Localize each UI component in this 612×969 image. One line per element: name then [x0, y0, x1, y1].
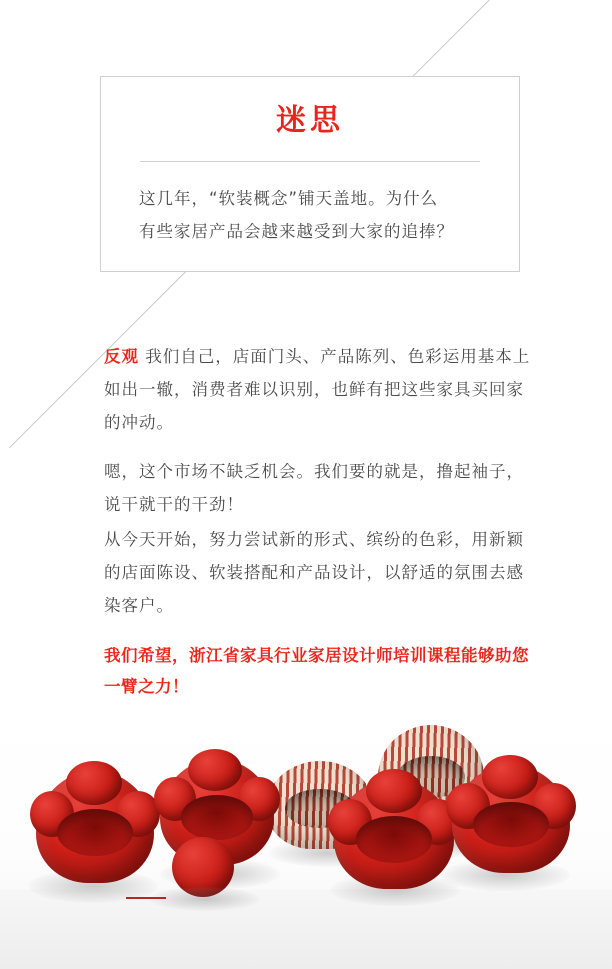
myth-divider: [140, 161, 480, 162]
red-chair-seat: [473, 802, 549, 847]
paragraph-1-text: 我们自己，店面门头、产品陈列、色彩运用基本上如出一辙，消费者难以识别，也鲜有把这些家具买回家的冲动。: [104, 347, 531, 432]
red-chair-lobe: [366, 769, 422, 813]
ball-shadow: [150, 887, 260, 911]
power-cord: [126, 897, 166, 899]
product-photo: [0, 719, 612, 969]
paragraph-2: 嗯，这个市场不缺乏机会。我们要的就是，撸起袖子，说干就干的干劲！: [104, 462, 524, 514]
paragraph-1: [104, 340, 534, 439]
red-chair-seat: [181, 795, 254, 840]
myth-line-2: 有些家居产品会越来越受到大家的追捧？: [139, 222, 454, 241]
myth-callout-box: [100, 76, 520, 272]
red-chair-lobe: [66, 761, 122, 805]
myth-title: 迷思: [276, 103, 344, 138]
paragraph-4-callout: 我们希望，浙江省家具行业家居设计师培训课程能够助您一臂之力！: [104, 646, 529, 697]
decor-diagonal-line-top: [412, 0, 490, 78]
paragraph-3: 从今天开始，努力尝试新的形式、缤纷的色彩，用新颖的店面陈设、软装搭配和产品设计，以舒适的氛围去感染客户。: [104, 530, 524, 615]
myth-line-1: 这几年，“软装概念”铺天盖地。为什么: [139, 189, 439, 208]
red-chair-seat: [356, 816, 433, 862]
body-copy: [104, 340, 534, 703]
red-chair: [36, 771, 154, 883]
red-chair-lobe: [188, 749, 242, 791]
paragraph-1-highlight: 反观: [104, 347, 139, 366]
red-chair-lobe: [482, 755, 538, 799]
red-chair: [452, 765, 570, 873]
red-chair-seat: [57, 809, 133, 856]
myth-body: [139, 182, 481, 248]
